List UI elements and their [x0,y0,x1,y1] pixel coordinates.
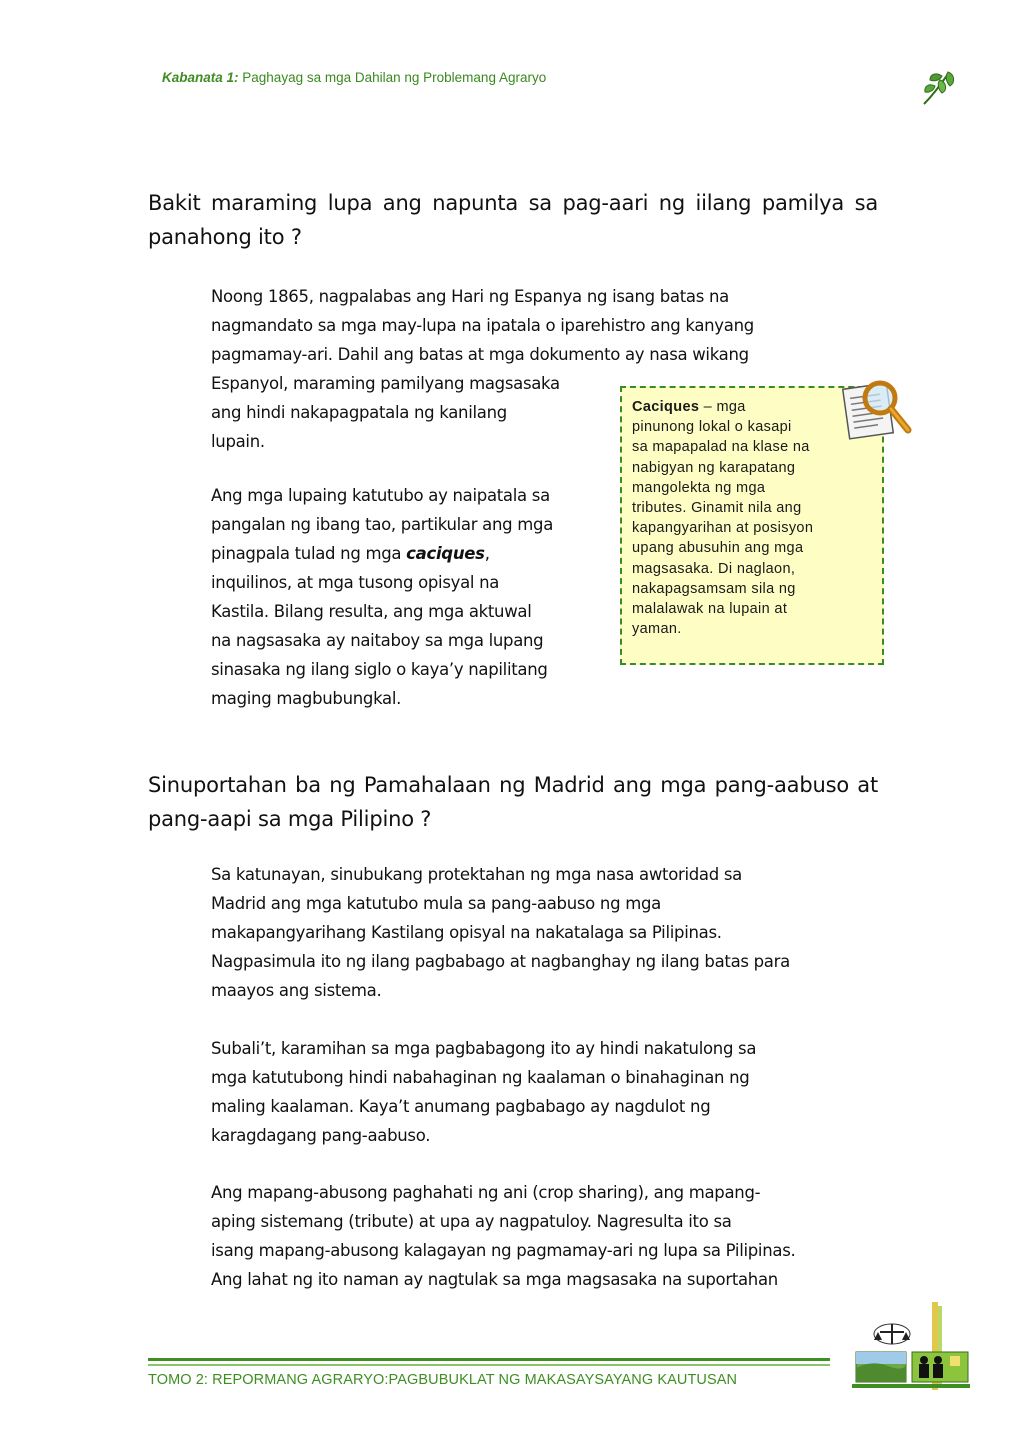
agrarian-reform-logo [852,1302,972,1394]
text-line: lupain. [211,432,265,451]
text-line: Ang mapang-abusong paghahati ng ani (crop sharing), ang mapang- [211,1183,761,1202]
section2-paragraph-1 [211,860,790,1005]
text-line: ang hindi nakapagpatala ng kanilang [211,403,507,422]
running-footer: TOMO 2: REPORMANG AGRARYO:PAGBUBUKLAT NG MAKASAYSAYANG KAUTUSAN [148,1372,738,1388]
callout-line: magsasaka. Di naglaon, [632,560,796,577]
callout-line: upang abusuhin ang mga [632,540,804,557]
callout-line: mangolekta ng mga [632,479,766,496]
callout-line: sa mapapalad na klase na [632,439,810,456]
chapter-title: Paghayag sa mga Dahilan ng Problemang Agraryo [238,70,547,85]
text-line: inquilinos, at mga tusong opisyal na [211,573,500,592]
text-line: Kastila. Bilang resulta, ang mga aktuwal [211,602,532,621]
text-line: aping sistemang (tribute) at upa ay nagpatuloy. Nagresulta ito sa [211,1212,732,1231]
text-line: Madrid ang mga katutubo mula sa pang-aabuso ng mga [211,894,661,913]
callout-line: yaman. [632,621,682,638]
callout-line: pinunong lokal o kasapi [632,419,792,436]
text-line: sinasaka ng ilang siglo o kaya’y napilitang [211,660,548,679]
section2-paragraph-2 [211,1034,756,1150]
callout-line: tributes. Ginamit nila ang [632,500,802,517]
text-line: Noong 1865, nagpalabas ang Hari ng Espanya ng isang batas na [211,287,729,306]
text-line: Nagpasimula ito ng ilang pagbabago at nagbanghay ng ilang batas para [211,952,790,971]
text-line: mga katutubong hindi nabahaginan ng kaalaman o binahaginan ng [211,1068,750,1087]
leaf-icon [918,66,960,108]
footer-divider [148,1358,830,1361]
text-line: maling kaalaman. Kaya’t anumang pagbabago ay nagdulot ng [211,1097,711,1116]
callout-line: kapangyarihan at posisyon [632,520,814,537]
section2-question: Sinuportahan ba ng Pamahalaan ng Madrid ang mga pang-aabuso at pang-aapi sa mga Pilipino ? [148,773,878,831]
text-line: pangalan ng ibang tao, partikular ang mga [211,515,554,534]
text-line: pagmamay-ari. Dahil ang batas at mga dokumento ay nasa wikang [211,345,749,364]
text-line: maging magbubungkal. [211,689,402,708]
footer-divider [148,1364,830,1366]
callout-line: nabigyan ng karapatang [632,459,796,476]
text-line: isang mapang-abusong kalagayan ng pagmamay-ari ng lupa sa Pilipinas. [211,1241,796,1260]
text-line: Sa katunayan, sinubukang protektahan ng mga nasa awtoridad sa [211,865,742,884]
callout-line: Caciques – mga [632,399,746,415]
text-line: nagmandato sa mga may-lupa na ipatala o iparehistro ang kanyang [211,316,754,335]
callout-line: malalawak na lupain at [632,601,788,618]
chapter-label: Kabanata 1: [162,70,239,85]
magnifier-document-icon [840,372,918,444]
section1-paragraph-2 [211,481,553,713]
text-line: Ang mga lupaing katutubo ay naipatala sa [211,486,550,505]
text-line: na nagsasaka ay naitaboy sa mga lupang [211,631,544,650]
text-line: Ang lahat ng ito naman ay nagtulak sa mga magsasaka na suportahan [211,1270,778,1289]
caciques-term: caciques [406,544,485,563]
text-line: makapangyarihang Kastilang opisyal na nakatalaga sa Pilipinas. [211,923,722,942]
text-line: maayos ang sistema. [211,981,382,1000]
glossary-term: Caciques [632,399,700,415]
callout-line: nakapagsamsam sila ng [632,580,796,597]
text-line: Espanyol, maraming pamilyang magsasaka [211,374,560,393]
text-line: karagdagang pang-aabuso. [211,1126,431,1145]
section2-paragraph-3 [211,1178,795,1294]
running-header [162,70,546,85]
section1-question: Bakit maraming lupa ang napunta sa pag-aari ng iilang pamilya sa panahong ito ? [148,191,878,249]
text-line: Subali’t, karamihan sa mga pagbabagong ito ay hindi nakatulong sa [211,1039,757,1058]
text-line: pinagpala tulad ng mga caciques, [211,544,490,563]
